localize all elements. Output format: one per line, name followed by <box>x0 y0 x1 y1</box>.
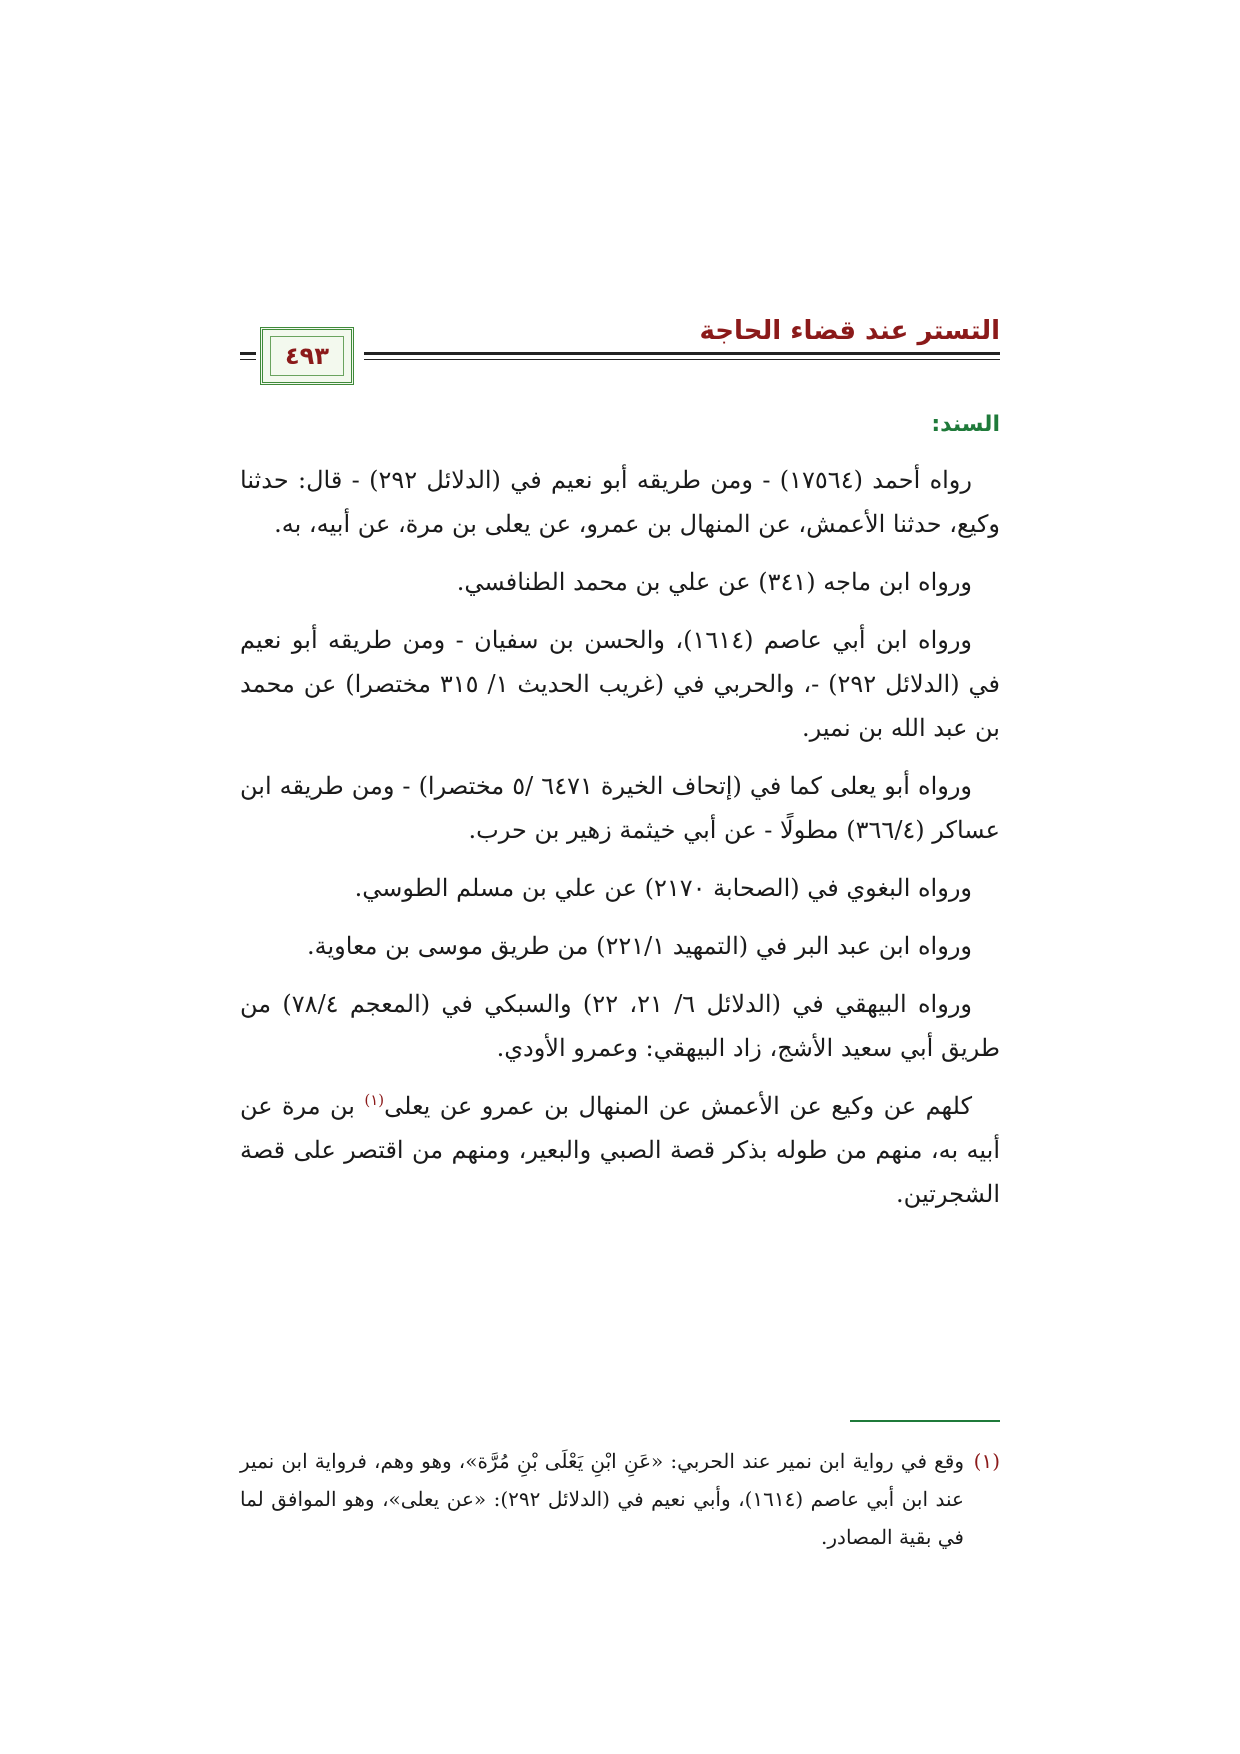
last-paragraph-text-after: بن مرة عن أبيه به، منهم من طوله بذكر قصة الصبي والبعير، ومنهم من اقتصر على قصة الشجرتين. <box>240 1092 1001 1208</box>
paragraph: ورواه البغوي في (الصحابة ٢١٧٠) عن علي بن مسلم الطوسي. <box>354 874 972 902</box>
header-rule-left-thin <box>240 359 256 360</box>
page-number-badge <box>260 327 354 385</box>
footnote-marker[interactable]: (١) <box>364 1091 385 1109</box>
header-rule-right-thick <box>364 352 1000 355</box>
footnote-text: وقع في رواية ابن نمير عند الحربي: «عَنِ ابْنِ يَعْلَى بْنِ مُرَّة»، وهو وهم، فرواية ابن نمير عند ابن أبي عاصم (١٦١٤)، وأبي نعيم في (الدلائل ٢٩٢): «عن يعلى»، وهو الموافق لما في بقية المصادر. <box>240 1449 964 1549</box>
page-number: ٤٩٣ <box>270 336 344 376</box>
running-header-title: التستر عند قضاء الحاجة <box>699 316 1000 346</box>
paragraph: ورواه ابن أبي عاصم (١٦١٤)، والحسن بن سفيان - ومن طريقه أبو نعيم في (الدلائل ٢٩٢) -، والحربي في (غريب الحديث ١/ ٣١٥ مختصرا) عن محمد بن عبد الله بن نمير. <box>240 626 1000 742</box>
header-rule-right-thin <box>364 359 1000 360</box>
section-heading: السند: <box>931 412 1000 437</box>
main-content <box>240 408 1000 1230</box>
paragraph: ورواه أبو يعلى كما في (إتحاف الخيرة ٦٤٧١ /٥ مختصرا) - ومن طريقه ابن عساكر (٣٦٦/٤) مطولًا - عن أبي خيثمة زهير بن حرب. <box>240 772 1000 844</box>
footnote-separator <box>850 1420 1000 1422</box>
header-rule-left-thick <box>240 352 256 355</box>
paragraph: ورواه البيهقي في (الدلائل ٦/ ٢١، ٢٢) والسبكي في (المعجم ٧٨/٤) من طريق أبي سعيد الأشج، زاد البيهقي: وعمرو الأودي. <box>240 990 1000 1062</box>
footnote-number: (١) <box>973 1449 1000 1473</box>
footnote <box>240 1442 1000 1556</box>
paragraph: رواه أحمد (١٧٥٦٤) - ومن طريقه أبو نعيم في (الدلائل ٢٩٢) - قال: حدثنا وكيع، حدثنا الأعمش، عن المنهال بن عمرو، عن يعلى بن مرة، عن أبيه، به. <box>240 466 1000 538</box>
last-paragraph-text-before: كلهم عن وكيع عن الأعمش عن المنهال بن عمرو عن يعلى <box>384 1092 972 1120</box>
last-paragraph <box>240 1084 1000 1216</box>
paragraph: ورواه ابن ماجه (٣٤١) عن علي بن محمد الطنافسي. <box>456 568 972 596</box>
paragraph: ورواه ابن عبد البر في (التمهيد ٢٢١/١) من طريق موسى بن معاوية. <box>306 932 972 960</box>
